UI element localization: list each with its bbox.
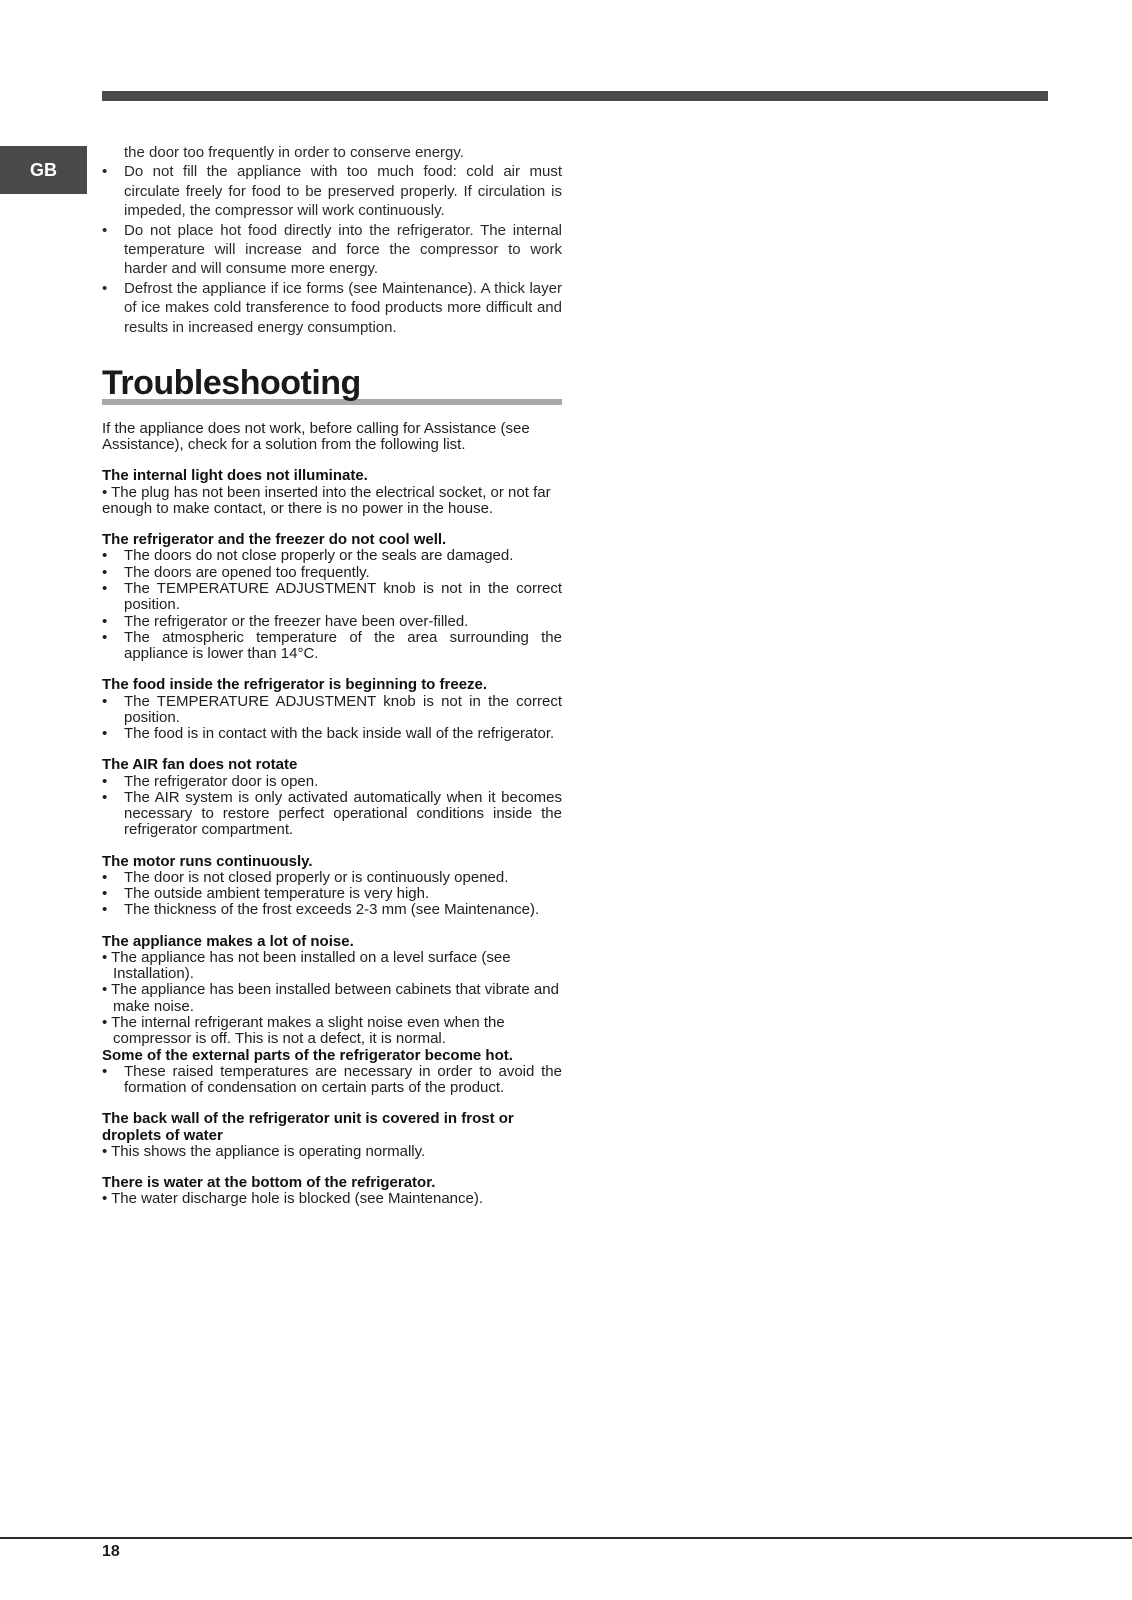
trouble-air-fan — [102, 757, 562, 838]
intro-paragraph: If the appliance does not work, before calling for Assistance (see Assistance), check for a solution from the following list. — [102, 420, 530, 454]
problem-title: The back wall of the refrigerator unit is covered in frost or droplets of water — [102, 1110, 514, 1144]
solution-item: • This shows the appliance is operating normally. — [102, 1142, 426, 1160]
solution-item: • The TEMPERATURE ADJUSTMENT knob is not in the correct position. — [102, 580, 562, 614]
solution-item: • The doors do not close properly or the seals are damaged. — [102, 547, 514, 565]
solution-item: • The TEMPERATURE ADJUSTMENT knob is not in the correct position. — [102, 692, 562, 726]
trouble-cooling — [102, 532, 562, 662]
tip-continuation: the door too frequently in order to conserve energy. — [124, 144, 464, 161]
header-rule — [102, 91, 1048, 101]
bullet-icon: • — [102, 1062, 108, 1080]
bullet-icon: • — [102, 868, 108, 886]
solution-item: • These raised temperatures are necessary in order to avoid the formation of condensation on certain parts of the product. — [102, 1062, 562, 1097]
language-tab: GB — [0, 146, 87, 194]
solution-item: • The refrigerator door is open. — [102, 772, 319, 790]
solution-item: • The outside ambient temperature is very high. — [102, 885, 430, 903]
problem-title: The AIR fan does not rotate — [102, 756, 298, 774]
bullet-icon: • — [102, 788, 108, 806]
problem-title: The internal light does not illuminate. — [102, 467, 368, 485]
solution-item: • The appliance has not been installed on a level surface (see Installation). — [102, 948, 511, 983]
trouble-noise — [102, 934, 562, 1048]
tip-item: • Do not place hot food directly into the refrigerator. The internal temperature will increase and force the compressor to work harder and will consume more energy. — [102, 221, 562, 278]
solution-item: • The doors are opened too frequently. — [102, 563, 370, 581]
bullet-icon: • — [102, 772, 108, 790]
energy-tips — [102, 143, 562, 337]
solution-item: • The food is in contact with the back inside wall of the refrigerator. — [102, 725, 555, 743]
bullet-icon: • — [102, 885, 108, 903]
problem-title: Some of the external parts of the refrigerator become hot. — [102, 1046, 513, 1064]
solution-item: • The internal refrigerant makes a slight noise even when the compressor is off. This is not a defect, it is normal. — [102, 1014, 505, 1048]
problem-title: The refrigerator and the freezer do not cool well. — [102, 531, 447, 549]
solution-item: • The refrigerator or the freezer have been over-filled. — [102, 612, 469, 630]
trouble-motor — [102, 854, 562, 919]
problem-title: The food inside the refrigerator is beginning to freeze. — [102, 676, 488, 694]
bullet-icon: • — [102, 628, 108, 646]
trouble-water — [102, 1175, 562, 1208]
bullet-icon: • — [102, 547, 108, 565]
solution-item: • The AIR system is only activated automatically when it becomes necessary to restore perfect operational conditions inside the refrigerator compartment. — [102, 788, 562, 839]
bullet-icon: • — [102, 279, 108, 297]
trouble-freezing — [102, 677, 562, 742]
problem-title: The motor runs continuously. — [102, 852, 313, 870]
solution-item: • The thickness of the frost exceeds 2-3 mm (see Maintenance). — [102, 901, 540, 919]
solution-item: • The water discharge hole is blocked (see Maintenance). — [102, 1190, 484, 1208]
bullet-icon: • — [102, 692, 108, 710]
trouble-hot-parts — [102, 1048, 562, 1097]
bullet-icon: • — [102, 563, 108, 581]
solution-item: • The plug has not been inserted into the electrical socket, or not far enough to make contact, or there is no power in the house. — [102, 483, 551, 518]
problem-title: The appliance makes a lot of noise. — [102, 932, 354, 950]
problem-title: There is water at the bottom of the refrigerator. — [102, 1174, 436, 1192]
main-content — [102, 143, 562, 1208]
solution-item: • The door is not closed properly or is continuously opened. — [102, 868, 509, 886]
solution-item: • The atmospheric temperature of the area surrounding the appliance is lower than 14°C. — [102, 628, 562, 663]
bullet-icon: • — [102, 725, 108, 743]
bullet-icon: • — [102, 580, 108, 598]
solution-item: • The appliance has been installed between cabinets that vibrate and make noise. — [102, 981, 559, 1015]
bullet-icon: • — [102, 901, 108, 919]
bullet-icon: • — [102, 612, 108, 630]
page-title: Troubleshooting — [102, 364, 361, 403]
section-heading — [102, 363, 562, 405]
tip-item: • Defrost the appliance if ice forms (see Maintenance). A thick layer of ice makes cold transference to food products more difficult and results in increased energy consumption. — [102, 279, 562, 336]
bullet-icon: • — [102, 221, 108, 239]
tip-item: • Do not fill the appliance with too much food: cold air must circulate freely for food to be preserved properly. If circulation is impeded, the compressor will work continuously. — [102, 163, 562, 220]
trouble-frost — [102, 1111, 562, 1160]
trouble-light — [102, 468, 562, 517]
page-number: 18 — [102, 1543, 120, 1560]
footer-rule — [0, 1537, 1132, 1539]
bullet-icon: • — [102, 163, 108, 181]
